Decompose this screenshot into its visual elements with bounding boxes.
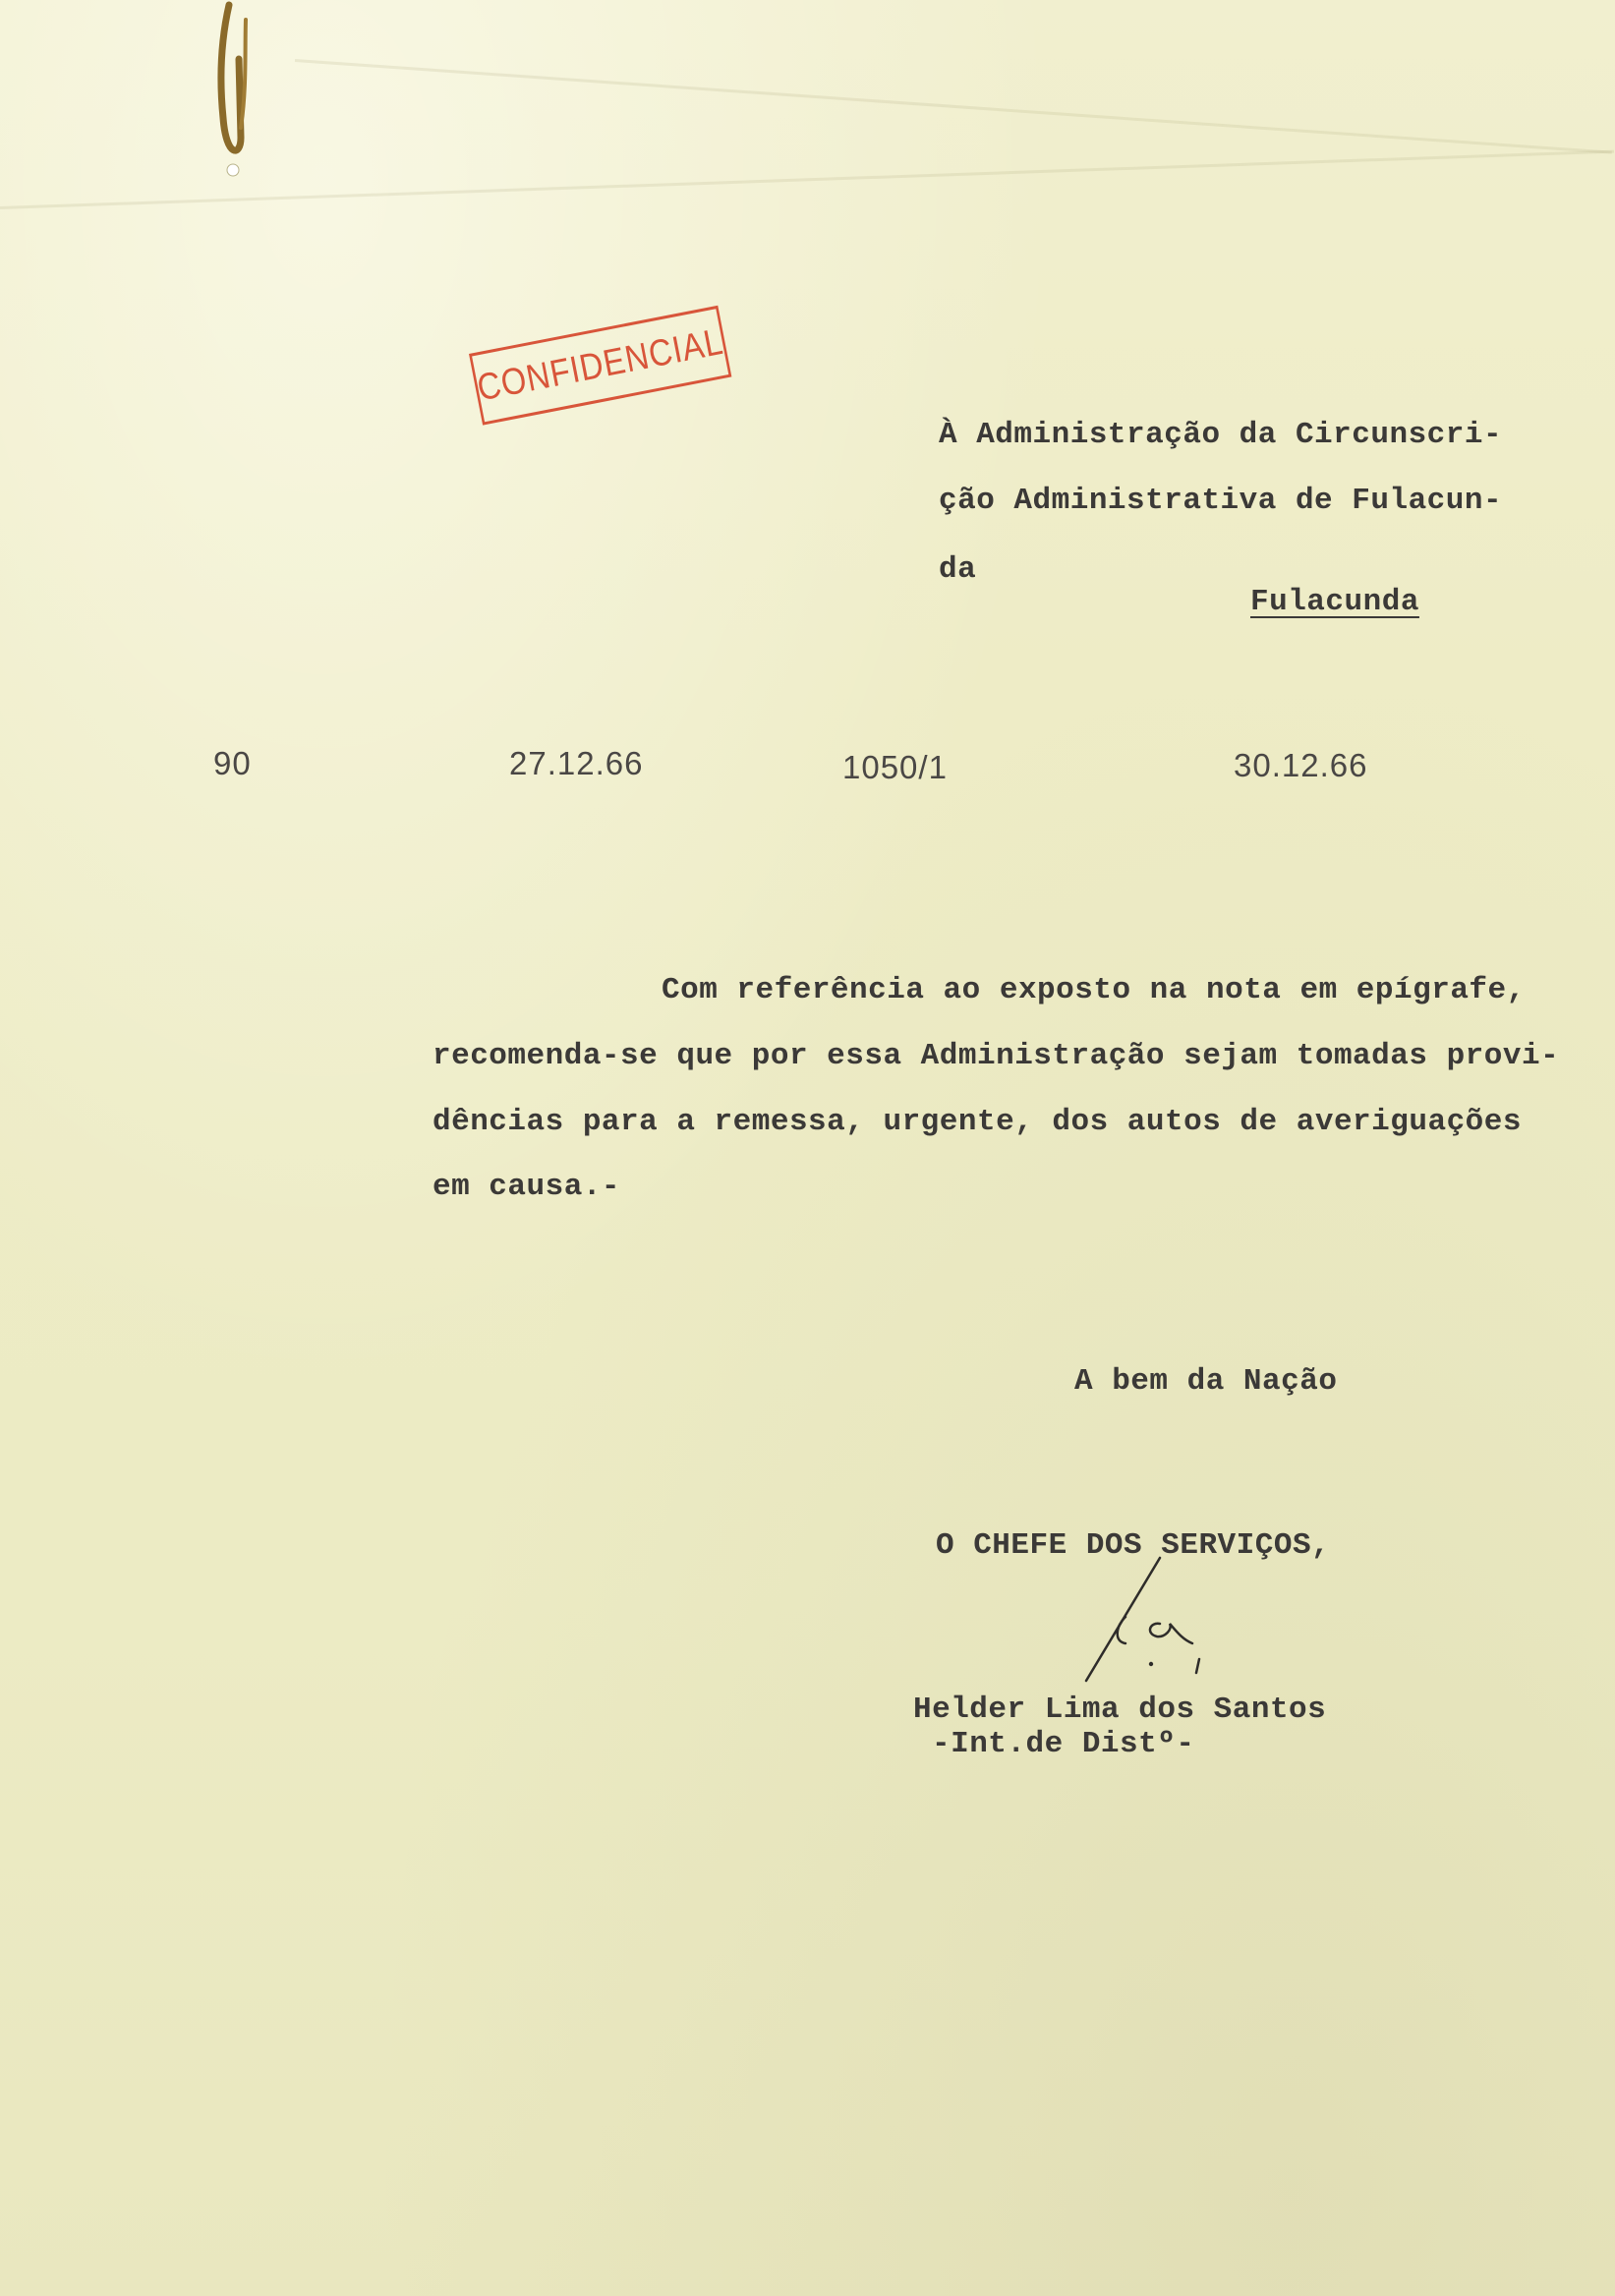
body-line-3: dências para a remessa, urgente, dos autos de averiguações (433, 1105, 1522, 1139)
body-line-1: Com referência ao exposto na nota em epígrafe, (662, 973, 1526, 1007)
closing-title: O CHEFE DOS SERVIÇOS, (936, 1528, 1331, 1563)
reference-letter-date: 30.12.66 (1234, 747, 1368, 783)
signatory-role: -Int.de Distº- (932, 1727, 1195, 1761)
reference-doc-number: 1050/1 (842, 749, 948, 785)
body-line-4: em causa.- (433, 1170, 621, 1204)
body-line-2: recomenda-se que por essa Administração sejam tomadas provi- (433, 1039, 1560, 1073)
closing-salutation: A bem da Nação (1074, 1364, 1338, 1399)
address-destination: Fulacunda (1250, 585, 1419, 619)
paper-crease (295, 59, 1612, 154)
confidential-stamp: CONFIDENCIAL (469, 306, 731, 426)
paperclip-icon (202, 0, 270, 182)
signature-mark (1067, 1553, 1293, 1710)
reference-number: 90 (213, 745, 252, 781)
reference-note-date: 27.12.66 (509, 745, 644, 781)
address-line-1: À Administração da Circunscri- (939, 418, 1503, 452)
address-line-3: da (939, 552, 977, 587)
signatory-name: Helder Lima dos Santos (913, 1693, 1327, 1727)
address-line-2: ção Administrativa de Fulacun- (939, 484, 1503, 518)
